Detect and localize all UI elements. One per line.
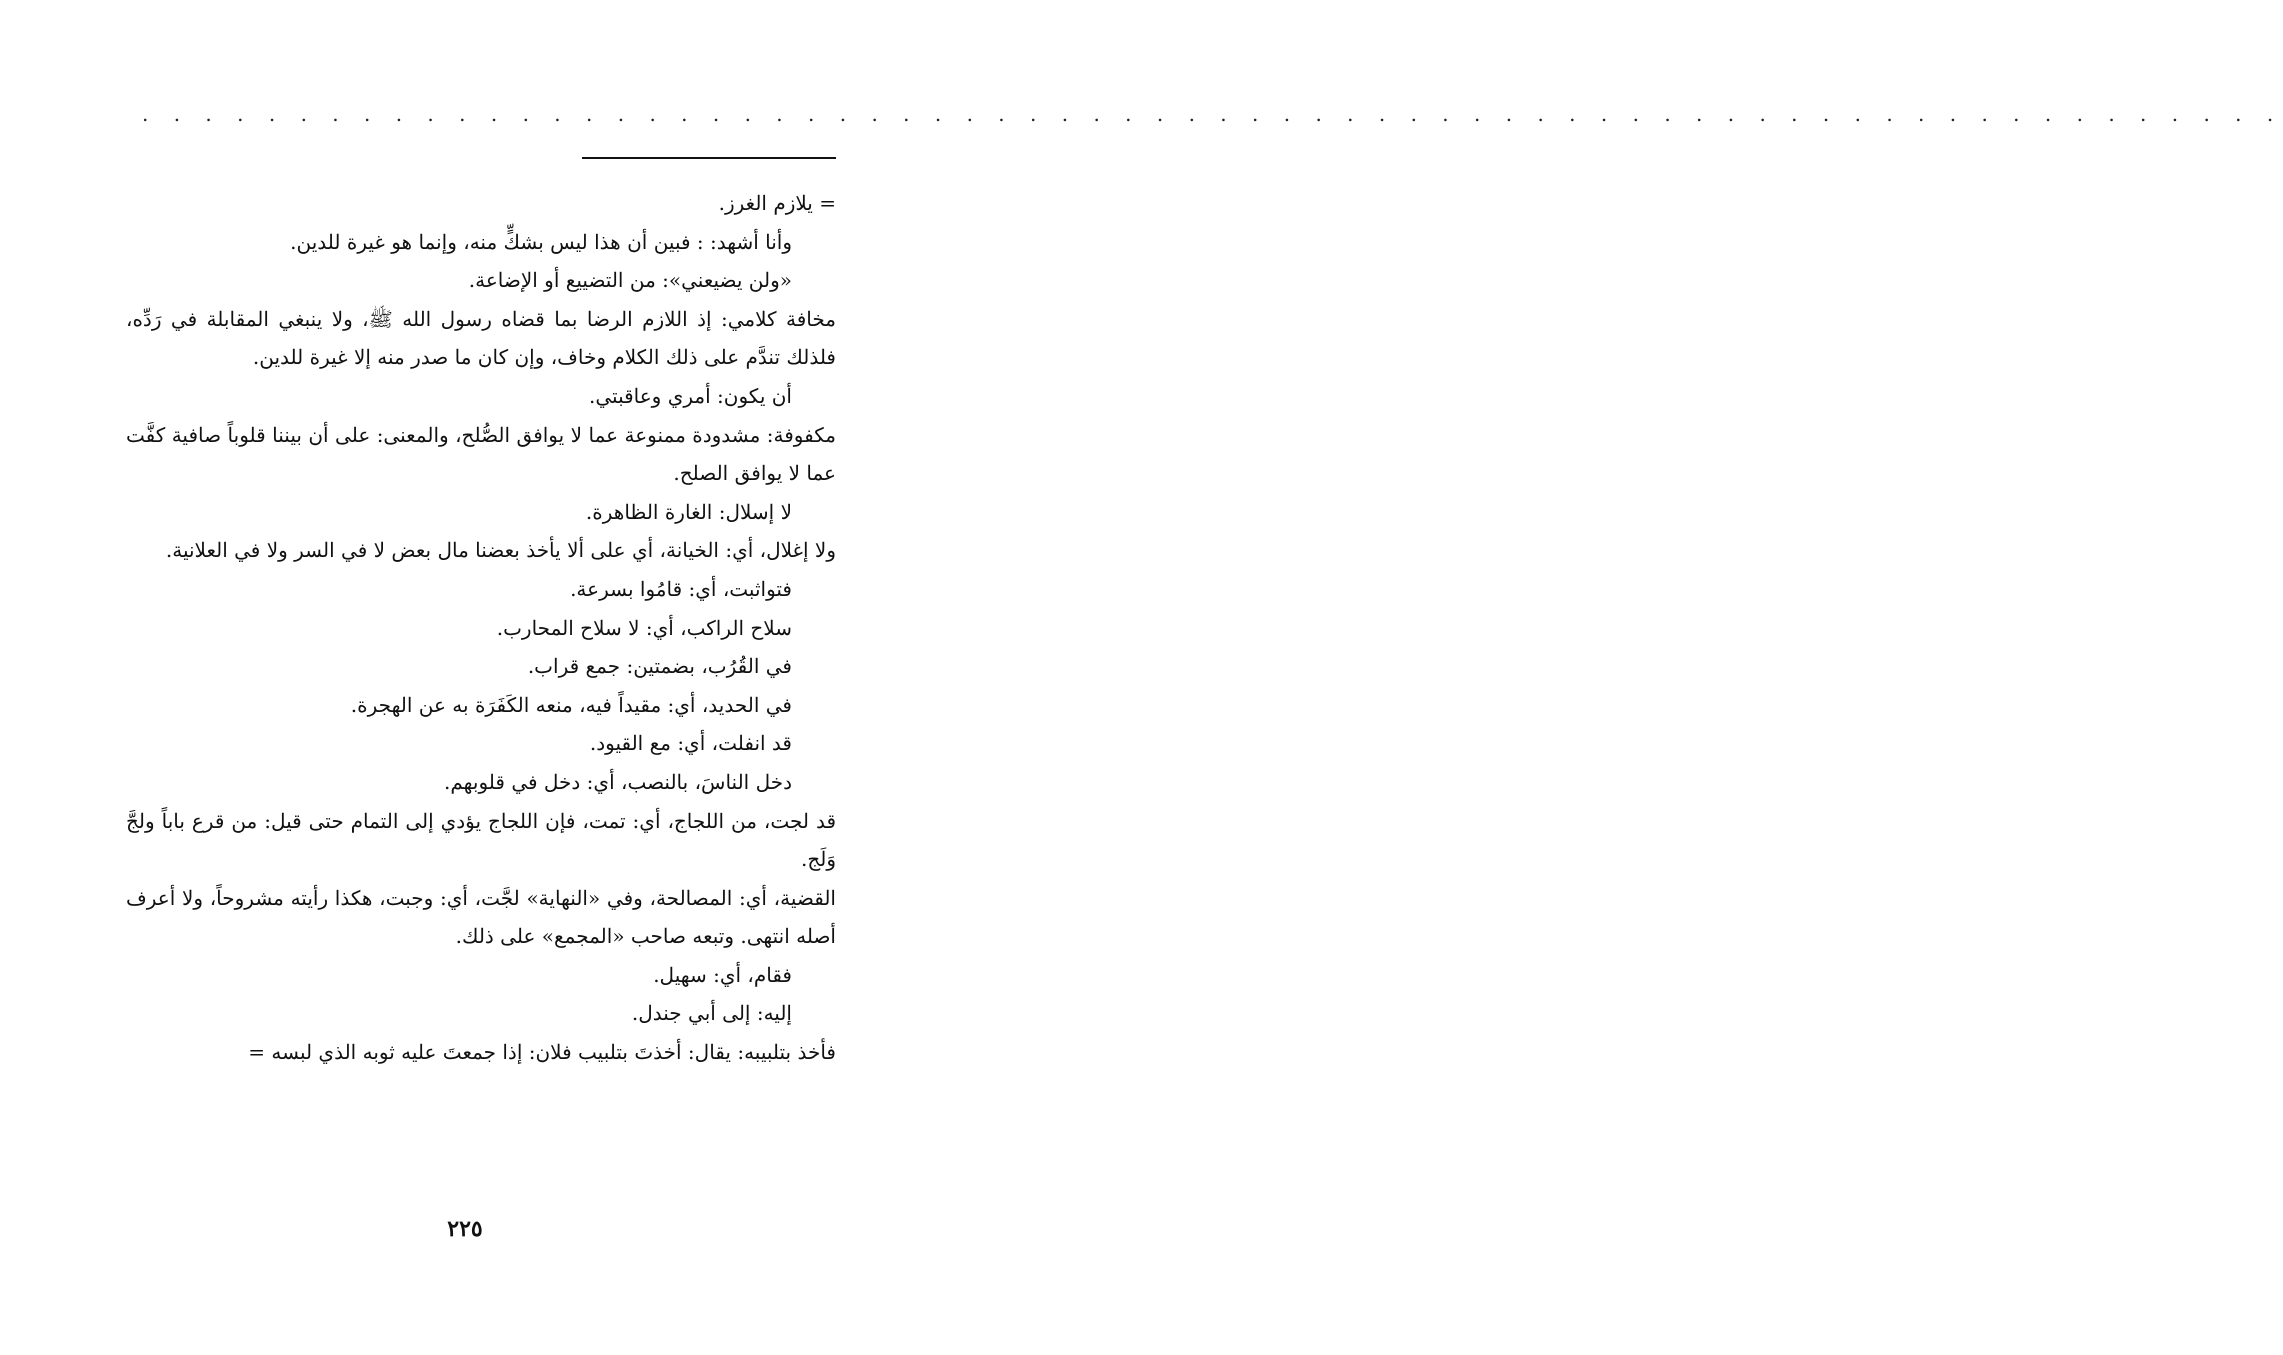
note-entry: وأنا أشهد: : فبين أن هذا ليس بشكٍّ منه، وإنما هو غيرة للدين. [290, 229, 792, 254]
note-entry: فتواثبت، أي: قامُوا بسرعة. [570, 576, 792, 601]
note-entry: قد انفلت، أي: مع القيود. [589, 731, 792, 756]
note-continuation: = يلازم الغرز. [718, 191, 836, 215]
note-entry: قد لجت، من اللجاج، أي: تمت، فإن اللجاج يؤدي إلى التمام حتى قيل: من قرع باباً ولجَّ وَلَج. [126, 808, 836, 872]
note-entry: إليه: إلى أبي جندل. [631, 1001, 792, 1026]
note-entry: أن يكون: أمري وعاقبتي. [589, 383, 792, 408]
footnote-rule [582, 157, 836, 159]
note-entry: سلاح الراكب، أي: لا سلاح المحارب. [496, 615, 792, 640]
note-entry: ولا إغلال، أي: الخيانة، أي على ألا يأخذ بعضنا مال بعض لا في السر ولا في العلانية. [165, 538, 836, 563]
footnotes-body [126, 184, 836, 1072]
note-entry: في الحديد، أي: مقيداً فيه، منعه الكَفَرَة به عن الهجرة. [350, 692, 792, 717]
note-entry: مكفوفة: مشدودة ممنوعة عما لا يوافق الصُّلح، والمعنى: على أن بيننا قلوباً صافية كفَّت عما لا يوافق الصلح. [126, 422, 836, 486]
note-entry: في القُرُب، بضمتين: جمع قراب. [527, 654, 792, 679]
note-entry: فقام، أي: سهيل. [653, 962, 792, 987]
separator-dots: . . . . . . . . . . . . . . . . . . . . . . . . . . . . . . . . . . . . . . . . . . . . . . . . . . . . . . . . . . . . . . . . . . . . [142, 102, 2283, 126]
note-entry: «ولن يضيعني»: من التضييع أو الإضاعة. [468, 268, 792, 293]
note-entry-continued: فأخذ بتلبيبه: يقال: أخذتَ بتلبيب فلان: إذا جمعتَ عليه ثوبه الذي لبسه = [248, 1040, 836, 1065]
note-entry: دخل الناسَ، بالنصب، أي: دخل في قلوبهم. [444, 769, 792, 794]
note-entry: لا إسلال: الغارة الظاهرة. [585, 499, 792, 524]
page-number: ٢٢٥ [447, 1216, 483, 1242]
note-entry: القضية، أي: المصالحة، وفي «النهاية» لجَّت، أي: وجبت، هكذا رأيته مشروحاً، ولا أعرف أصله انتهى. وتبعه صاحب «المجمع» على ذلك. [126, 885, 836, 949]
note-entry: مخافة كلامي: إذ اللازم الرضا بما قضاه رسول الله ﷺ، ولا ينبغي المقابلة في رَدِّه، فلذلك تندَّم على ذلك الكلام وخاف، وإن كان ما صدر منه إلا غيرة للدين. [126, 306, 836, 370]
